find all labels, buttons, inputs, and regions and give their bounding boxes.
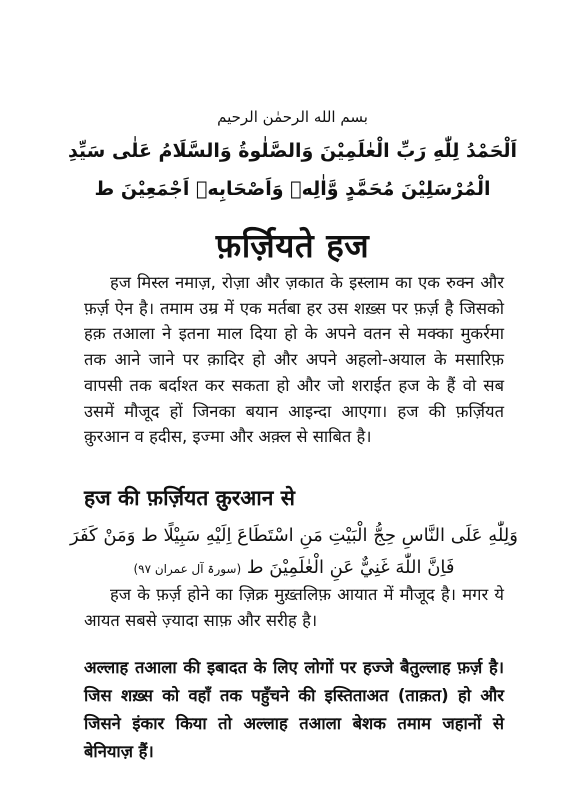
section-heading: हज की फ़र्ज़ियत क़ुरआन से	[84, 486, 295, 510]
ayah-reference: (سورۃ آل عمران ۹۷)	[133, 562, 242, 576]
second-paragraph-text: हज के फ़र्ज़ होने का ज़िक्र मुख़्तलिफ़ आयात में मौजूद है। मगर ये आयत सबसे ज़्यादा साफ़ और सरीह है।	[84, 585, 504, 630]
ayah-line-1: وَلِلّٰهِ عَلَى النَّاسِ حِجُّ الْبَيْتِ مَنِ اسْتَطَاعَ اِلَيْهِ سَبِيْلًا ط وَمَنْ كَفَرَ	[70, 525, 518, 546]
ayah-translation-text: अल्लाह तआला की इबादत के लिए लोगों पर हज्जे बैतुल्लाह फ़र्ज़ है। जिस शख़्स को वहाँ तक पहुँचने की इस्तिताअत (ताक़त) हो और जिसने इंकार किया तो अल्लाह तआला बेशक तमाम जहानों से बेनियाज़ हैं।	[84, 658, 504, 761]
hamd-line-1: اَلْحَمْدُ لِلّٰهِ رَبِّ الْعٰلَمِيْنَ وَالصَّلٰوةُ وَالسَّلَامُ عَلٰى سَيِّدِ	[67, 140, 518, 162]
hamd-line-2: الْمُرْسَلِيْنَ مُحَمَّدٍ وَّاٰلِهٖ وَاَصْحَابِهٖ اَجْمَعِيْنَ ط	[94, 178, 491, 200]
ayah-line-2-text: فَاِنَّ اللّٰهَ غَنِيٌّ عَنِ الْعٰلَمِيْنَ ط	[246, 557, 455, 578]
second-paragraph	[84, 582, 504, 633]
bismillah-text: بسم الله الرحمٰن الرحيم	[217, 108, 368, 126]
page-title: फ़र्ज़ियते हज	[215, 226, 370, 265]
ayah-translation	[84, 654, 504, 766]
intro-paragraph	[84, 270, 504, 450]
ayah-line-2	[64, 557, 524, 578]
intro-paragraph-text: हज मिस्ल नमाज़, रोज़ा और ज़कात के इस्लाम का एक रुक्न और फ़र्ज़ ऐन है। तमाम उम्र में एक मर्तबा हर उस शख़्स पर फ़र्ज़ है जिसको हक़ तआला ने इतना माल दिया हो के अपने वतन से मक्का मुकर्रमा तक आने जाने पर क़ादिर हो और अपने अहलो-अयाल के मसारिफ़ वापसी तक बर्दाश्त कर सकता हो और जो शराईत हज के हैं वो सब उसमें मौजूद हों जिनका बयान आइन्दा आएगा। हज की फ़र्ज़ियत क़ुरआन व हदीस, इज्मा और अक़्ल से साबित है।	[84, 273, 504, 447]
